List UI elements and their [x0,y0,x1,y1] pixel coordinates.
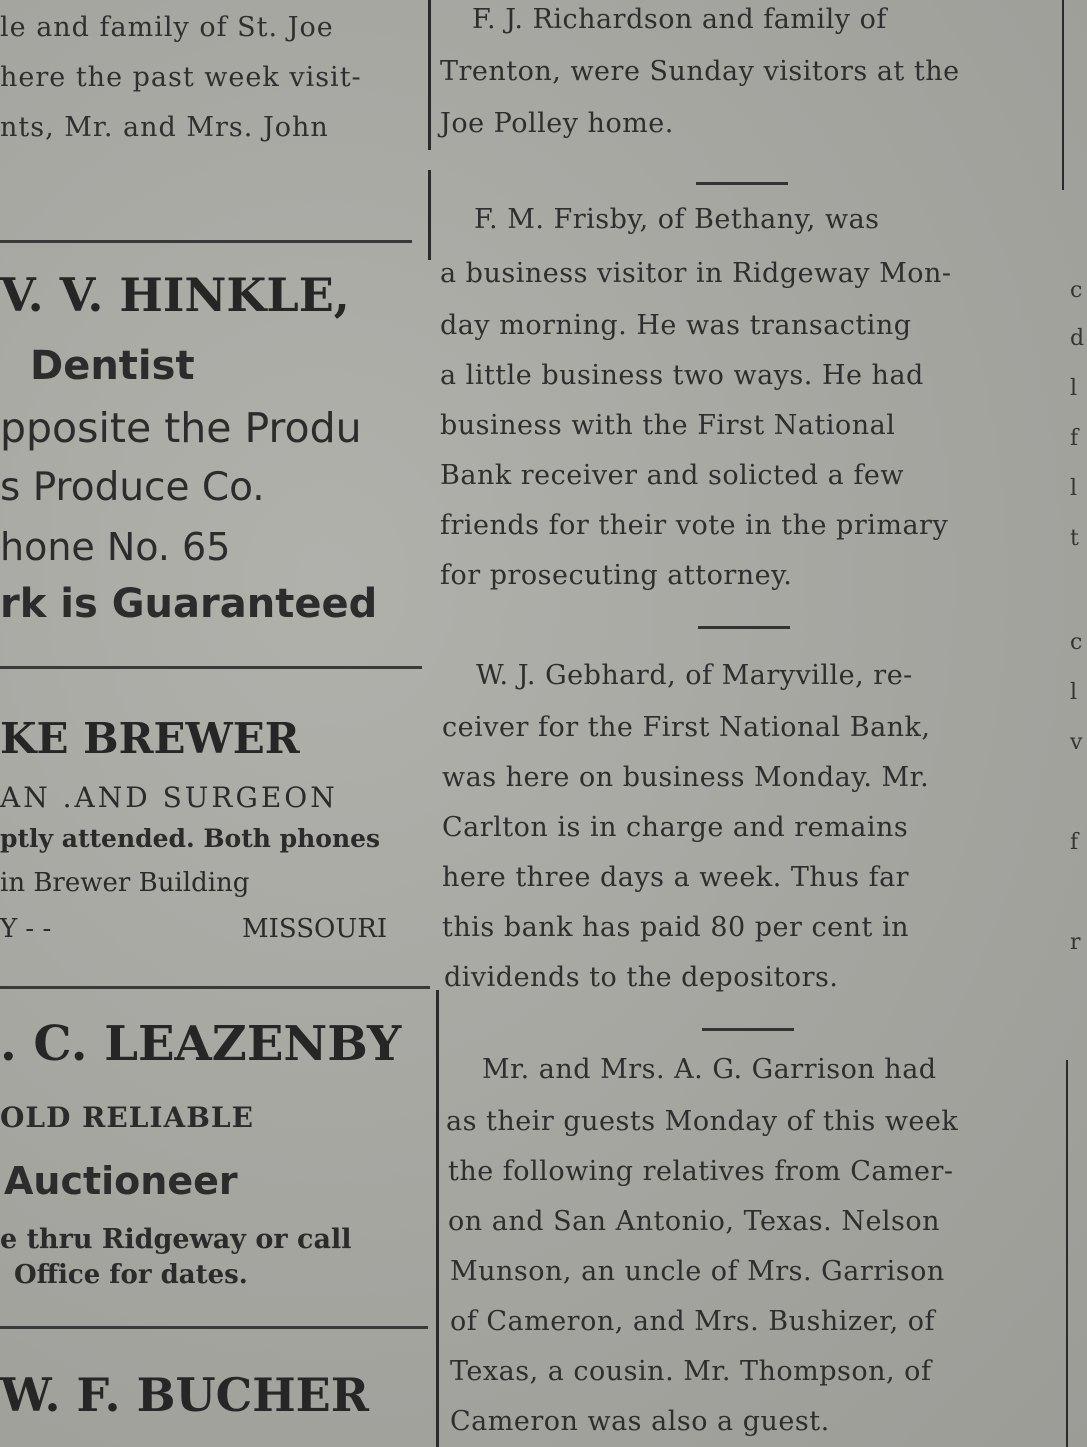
edge-letter: l [1070,476,1078,501]
article-line: the following relatives from Camer- [448,1156,954,1187]
article-line: was here on business Monday. Mr. [442,762,930,793]
article-line: F. M. Frisby, of Bethany, was [474,204,880,235]
ad-leazenby-line: e thru Ridgeway or call [0,1224,352,1255]
ad-hinkle-line: hone No. 65 [0,525,231,569]
left-text-line: nts, Mr. and Mrs. John [0,112,329,143]
article-line: Carlton is in charge and remains [442,812,909,843]
article-line: Bank receiver and solicted a few [440,460,904,491]
ad-brewer-title: AN .AND SURGEON [0,781,338,814]
article-line: F. J. Richardson and family of [472,4,887,35]
ad-divider [0,240,412,243]
item-separator [702,1028,794,1031]
ad-hinkle-line: pposite the Produ [0,404,362,452]
left-text-line: le and family of St. Joe [0,12,334,43]
right-column-divider [1062,0,1064,190]
ad-divider [0,666,422,669]
edge-letter: v [1070,730,1083,755]
ad-hinkle-line: s Produce Co. [0,465,265,510]
article-line: Texas, a cousin. Mr. Thompson, of [450,1356,932,1387]
ad-hinkle-name: V. V. HINKLE, [0,268,350,322]
item-separator [698,626,790,629]
article-line: a little business two ways. He had [440,360,924,391]
ad-divider [0,1326,428,1329]
ad-divider [0,986,430,989]
article-line: this bank has paid 80 per cent in [442,912,909,943]
edge-letter: c [1070,630,1083,655]
edge-letter: f [1070,830,1079,855]
ad-bucher-name: W. F. BUCHER [0,1368,369,1422]
article-line: of Cameron, and Mrs. Bushizer, of [450,1306,935,1337]
ad-hinkle-title: Dentist [30,343,195,389]
article-line: Trenton, were Sunday visitors at the [440,56,960,87]
ad-leazenby-line: Office for dates. [14,1260,248,1290]
article-line: Cameron was also a guest. [450,1406,830,1437]
article-line: Mr. and Mrs. A. G. Garrison had [482,1054,937,1085]
edge-letter: l [1070,680,1078,705]
article-line: as their guests Monday of this week [446,1106,959,1137]
ad-brewer-line: Y - - [0,914,52,944]
column-divider-low [436,990,439,1447]
ad-brewer-name: KE BREWER [0,714,300,763]
right-column-divider [1066,1060,1068,1447]
article-line: W. J. Gebhard, of Maryville, re- [476,660,913,691]
edge-letter: l [1070,376,1078,401]
ad-leazenby-name: . C. LEAZENBY [0,1016,402,1072]
left-text-line: here the past week visit- [0,62,362,93]
ad-brewer-line: in Brewer Building [0,868,250,898]
edge-letter: t [1070,526,1079,551]
article-line: a business visitor in Ridgeway Mon- [440,258,952,289]
ad-leazenby-title: Auctioneer [4,1159,238,1203]
article-line: day morning. He was transacting [440,310,912,341]
edge-letter: f [1070,426,1079,451]
column-divider-top [428,0,431,150]
ad-brewer-line: MISSOURI [242,914,388,944]
edge-letter: r [1070,930,1081,955]
article-line: here three days a week. Thus far [442,862,910,893]
article-line: ceiver for the First National Bank, [442,712,931,743]
article-line: friends for their vote in the primary [440,510,949,541]
article-line: Joe Polley home. [440,108,674,139]
ad-hinkle-line: rk is Guaranteed [0,581,378,627]
article-line: dividends to the depositors. [444,962,839,993]
article-line: on and San Antonio, Texas. Nelson [448,1206,941,1237]
column-divider-mid [428,170,431,260]
article-line: Munson, an uncle of Mrs. Garrison [450,1256,945,1287]
ad-brewer-line: ptly attended. Both phones [0,824,381,853]
edge-letter: d [1070,326,1085,351]
ad-leazenby-subtitle: OLD RELIABLE [0,1101,254,1134]
edge-letter: c [1070,278,1083,303]
article-line: for prosecuting attorney. [440,560,793,591]
item-separator [696,182,788,185]
article-line: business with the First National [440,410,896,441]
